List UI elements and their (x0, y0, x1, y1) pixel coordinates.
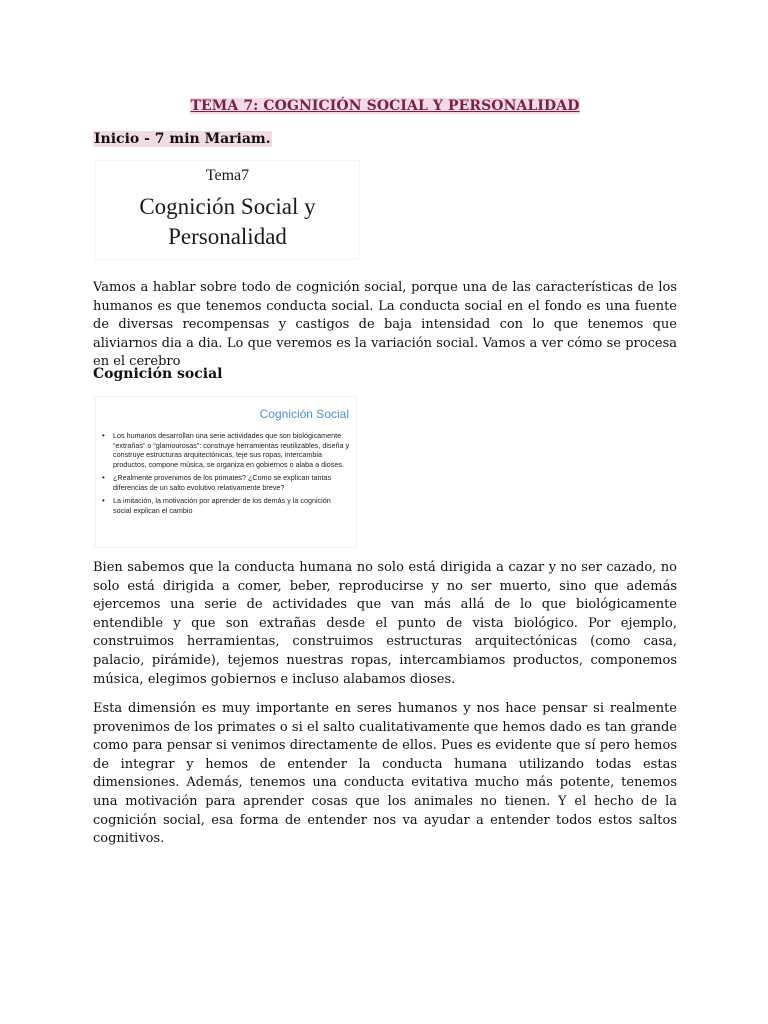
section-heading-cognicion-social: Cognición social (93, 366, 223, 382)
slide2-bullet-item (101, 431, 351, 469)
bullet-icon: • (102, 431, 105, 440)
bullet-icon: • (102, 473, 105, 482)
slide2-bullet-list (101, 431, 351, 519)
slide2-bullet-item (101, 496, 351, 515)
slide2-bullet-text: La imitación, la motivación por aprender de los demás y la cognición social explican el cambio (113, 496, 331, 515)
paragraph-intro: Vamos a hablar sobre todo de cognición social, porque una de las características de los humanos es que tenemos conducta social. La conducta social en el fondo es una fuente de diversas recompensas y castigos de baja intensidad con lo que tenemos que aliviarnos dia a dia. Lo que veremos es la variación social. Vamos a ver cómo se procesa en el cerebro (93, 280, 677, 370)
slide-image-tema7 (95, 160, 360, 260)
slide2-bullet-text: ¿Realmente provenimos de los primates? ¿Como se explican tantas diferencias de un salto evolutivo relativamente breve? (113, 473, 332, 492)
document-title-text: TEMA 7: COGNICIÓN SOCIAL Y PERSONALIDAD (190, 98, 580, 114)
section-heading-inicio-text: Inicio - 7 min Mariam. (94, 131, 271, 147)
slide-subtitle: Tema7 (205, 167, 250, 184)
slide-image-cognicion-social (95, 396, 357, 548)
slide-title-line-2: Personalidad (168, 224, 287, 249)
slide2-bullet-text: Los humanos desarrollan una serie actividades que son biológicamente “extrañas” o “glamourosas”: construye herramientas reutilizables, diseña y construye estructuras arquitectónicas, teje sus ropas, intercambia productos, compone música, se organiza en gobiernos o alaba a dioses. (113, 431, 350, 469)
paragraph-conducta-humana: Bien sabemos que la conducta humana no solo está dirigida a cazar y no ser cazado, no solo está dirigida a comer, beber, reproducirse y no ser muerto, sino que además ejercemos una serie de actividades que van más allá de lo que biológicamente entendible y que son extrañas desde el punto de vista biológico. Por ejemplo, construimos herramientas, construimos estructuras arquitectónicas (como casa, palacio, pirámide), tejemos nuestras ropas, intercambiamos productos, componemos música, elegimos gobiernos e incluso alabamos dioses. (93, 560, 677, 687)
bullet-icon: • (102, 496, 105, 505)
slide-title (95, 192, 360, 252)
section-heading-inicio (93, 131, 272, 147)
slide2-title: Cognición Social (259, 407, 349, 421)
paragraph-dimension: Esta dimensión es muy importante en seres humanos y nos hace pensar si realmente provenimos de los primates o si el salto cualitativamente que hemos dado es tan grande como para pensar si venimos directamente de ellos. Pues es evidente que sí pero hemos de integrar y hemos de entender la conducta humana utilizando todas estas dimensiones. Además, tenemos una conducta evitativa mucho más potente, tenemos una motivación para aprender cosas que los animales no tienen. Y el hecho de la cognición social, esa forma de entender nos va ayudar a entender todos estos saltos cognitivos. (93, 701, 677, 847)
slide2-bullet-item (101, 473, 351, 492)
document-title (93, 98, 677, 114)
slide-title-line-1: Cognición Social y (139, 194, 316, 219)
